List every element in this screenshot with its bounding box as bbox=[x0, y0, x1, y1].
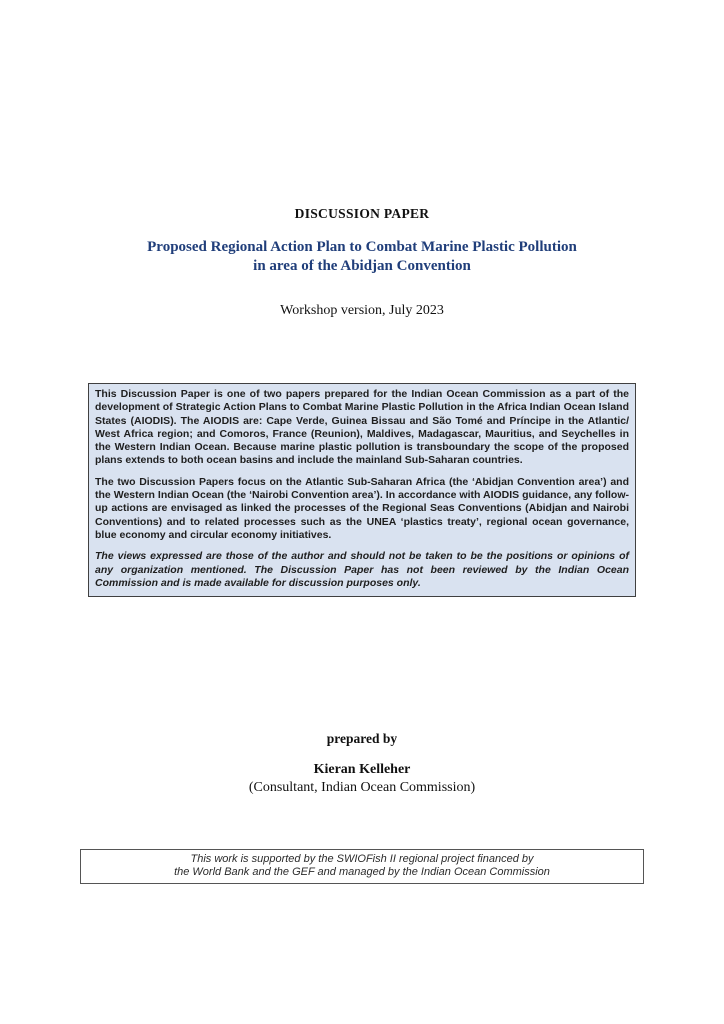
abstract-disclaimer-paragraph: The views expressed are those of the author and should not be taken to be the positions or opinions of any organization mentioned. The Discussion Paper has not been reviewed by the Indian Ocean Commission and is made available for discussion purposes only. bbox=[95, 550, 629, 589]
funding-acknowledgement-line-2: the World Bank and the GEF and managed by the Indian Ocean Commission bbox=[174, 866, 550, 878]
prepared-by-label: prepared by bbox=[326, 731, 398, 746]
funding-acknowledgement-box bbox=[80, 849, 644, 884]
document-type-heading: DISCUSSION PAPER bbox=[294, 206, 430, 221]
author-role: (Consultant, Indian Ocean Commission) bbox=[248, 780, 476, 795]
abstract-paragraph-2: The two Discussion Papers focus on the Atlantic Sub-Saharan Africa (the ‘Abidjan Convention area’) and the Western Indian Ocean (the ‘Nairobi Convention area’). In accordance with AIODIS guidance, any follow-up actions are envisaged as linked the processes of the Regional Seas Conventions (Abidjan and Nairobi Conventions) and to related processes such as the UNEA ‘plastics treaty’, regional ocean governance, blue economy and circular economy initiatives. bbox=[95, 475, 629, 541]
document-title bbox=[62, 238, 662, 276]
funding-acknowledgement-line-1: This work is supported by the SWIOFish II regional project financed by bbox=[190, 853, 534, 865]
author-name: Kieran Kelleher bbox=[313, 762, 411, 777]
abstract-box bbox=[88, 383, 636, 597]
document-title-line-2: in area of the Abidjan Convention bbox=[253, 258, 471, 274]
abstract-paragraph-1: This Discussion Paper is one of two papers prepared for the Indian Ocean Commission as a part of the development of Strategic Action Plans to Combat Marine Plastic Pollution in the Africa Indian Ocean Island States (AIODIS). The AIODIS are: Cape Verde, Guinea Bissau and São Tomé and Príncipe in the Atlantic/ West Africa region; and Comoros, France (Reunion), Maldives, Madagascar, Mauritius, and Seychelles in the Western Indian Ocean. Because marine plastic pollution is transboundary the scope of the proposed plans extends to both ocean basins and include the mainland Sub-Saharan countries. bbox=[95, 388, 629, 467]
document-title-line-1: Proposed Regional Action Plan to Combat Marine Plastic Pollution bbox=[147, 239, 577, 255]
workshop-version-line: Workshop version, July 2023 bbox=[280, 303, 444, 318]
